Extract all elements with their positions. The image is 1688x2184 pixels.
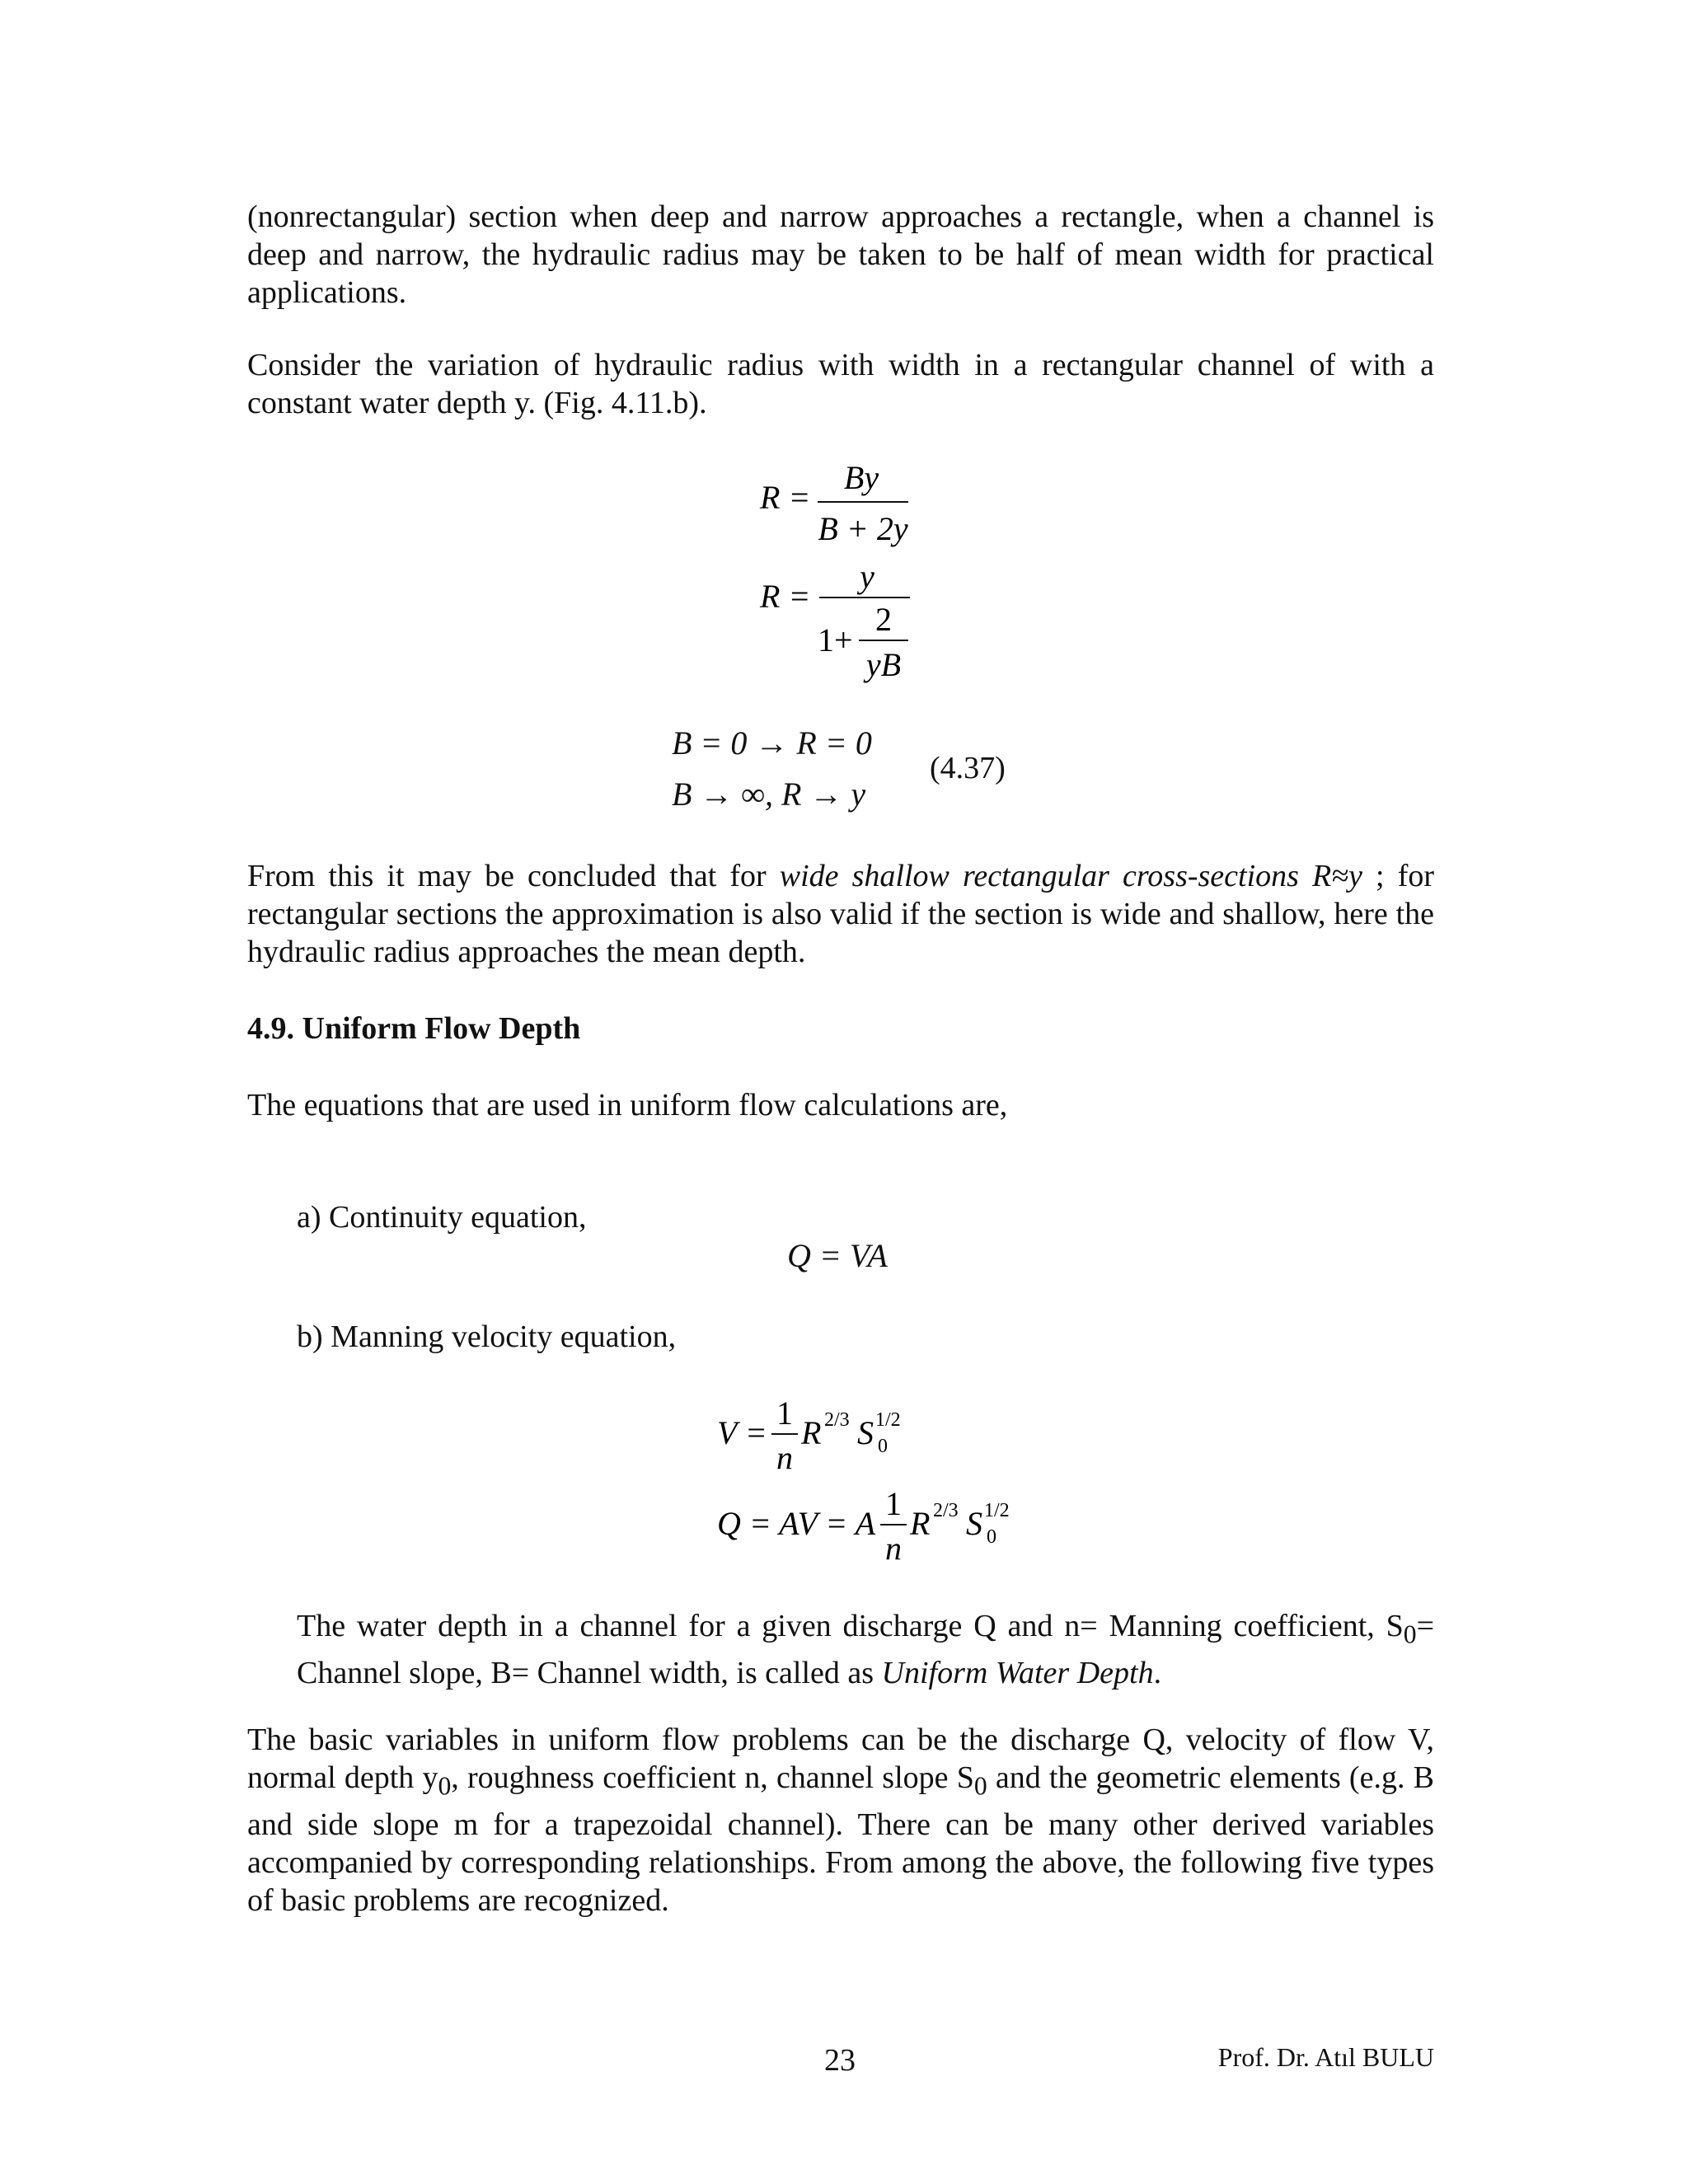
- uniform-depth-text-b: = Channel slope, B= Channel width, is called as: [297, 1609, 1434, 1690]
- conclusion-emphasis: wide shallow rectangular cross-sections R≈y: [779, 859, 1362, 893]
- variables-subscript-1: 0: [438, 1771, 452, 1801]
- manning-q-lhs: Q = AV = A: [717, 1505, 876, 1542]
- equation-r-y: [742, 556, 956, 688]
- eq2-inner-denominator: yB: [865, 646, 902, 683]
- manning-v-s-subscript: 0: [878, 1436, 888, 1457]
- manning-q-r-exponent: 2/3: [933, 1500, 959, 1521]
- manning-q-denominator: n: [885, 1530, 902, 1567]
- list-item-manning: b) Manning velocity equation,: [297, 1319, 677, 1354]
- manning-q-s-subscript: 0: [987, 1526, 996, 1548]
- eq2-inner-numerator: 2: [875, 601, 892, 638]
- uniform-depth-subscript: 0: [1403, 1619, 1417, 1649]
- manning-v-r: R: [801, 1414, 822, 1451]
- manning-q-s-exponent: 1/2: [984, 1500, 1010, 1521]
- conclusion-text-a: From this it may be concluded that for: [247, 859, 780, 893]
- equation-manning-discharge: [709, 1483, 1039, 1574]
- paragraph-variation: Consider the variation of hydraulic radius with width in a rectangular channel of with a constant water depth y. (Fig. 4.11.b).: [247, 348, 1434, 420]
- eq2-denominator-one: 1+: [818, 621, 853, 658]
- limit-b-zero: B = 0 → R = 0: [672, 724, 872, 762]
- manning-v-denominator: n: [776, 1439, 793, 1476]
- variables-text-c: and the geometric elements (e.g. B and side slope m for a trapezoidal channel). There can be many other derived variables accompanied by corresponding relationships. From among the above, the following five types of basic problems are recognized.: [247, 1760, 1434, 1918]
- limit-b-infinity: B → ∞, R → y: [672, 776, 866, 813]
- author-footer: Prof. Dr. Atıl BULU: [1217, 2042, 1434, 2072]
- equation-continuity: Q = VA: [787, 1237, 888, 1274]
- paragraph-basic-variables: [247, 1721, 1434, 1919]
- equation-number: (4.37): [930, 751, 1006, 785]
- variables-subscript-2: 0: [973, 1771, 987, 1801]
- equation-manning-velocity: [709, 1393, 956, 1483]
- variables-text-a: The basic variables in uniform flow problems can be the discharge Q, velocity of flow V, normal depth y: [247, 1722, 1434, 1795]
- section-heading: 4.9. Uniform Flow Depth: [247, 1011, 581, 1046]
- uniform-depth-text-d: .: [1153, 1655, 1162, 1690]
- manning-q-s: S: [966, 1505, 982, 1542]
- manning-v-lhs: V =: [717, 1414, 767, 1451]
- eq2-lhs: R =: [760, 578, 811, 615]
- manning-q-r: R: [910, 1505, 931, 1542]
- eq1-numerator: By: [843, 459, 879, 496]
- manning-v-r-exponent: 2/3: [824, 1409, 850, 1431]
- equation-r-by: [742, 457, 956, 556]
- variables-text-b: , roughness coefficient n, channel slope S: [451, 1760, 974, 1795]
- paragraph-equations-intro: The equations that are used in uniform flow calculations are,: [247, 1088, 1008, 1122]
- uniform-depth-emphasis: Uniform Water Depth: [881, 1655, 1154, 1690]
- conclusion-text-c: ; for rectangular sections the approximation is also valid if the section is wide and shallow, here the hydraulic radius approaches the mean depth.: [247, 859, 1434, 969]
- manning-v-s: S: [857, 1414, 874, 1451]
- page-number: 23: [824, 2043, 856, 2078]
- manning-v-numerator: 1: [776, 1394, 793, 1432]
- manning-v-s-exponent: 1/2: [875, 1409, 901, 1431]
- eq1-lhs: R =: [760, 479, 811, 516]
- list-item-continuity: a) Continuity equation,: [297, 1200, 587, 1235]
- paragraph-conclusion: [247, 857, 1434, 971]
- eq1-denominator: B + 2y: [818, 510, 908, 547]
- paragraph-uniform-depth: [297, 1607, 1434, 1692]
- paragraph-intro: (nonrectangular) section when deep and narrow approaches a rectangle, when a channel is deep and narrow, the hydraulic radius may be taken to be half of mean width for practical applications.: [247, 199, 1434, 310]
- eq2-numerator: y: [860, 558, 874, 595]
- manning-q-numerator: 1: [885, 1485, 902, 1522]
- uniform-depth-text-a: The water depth in a channel for a given discharge Q and n= Manning coefficient, S: [297, 1609, 1404, 1643]
